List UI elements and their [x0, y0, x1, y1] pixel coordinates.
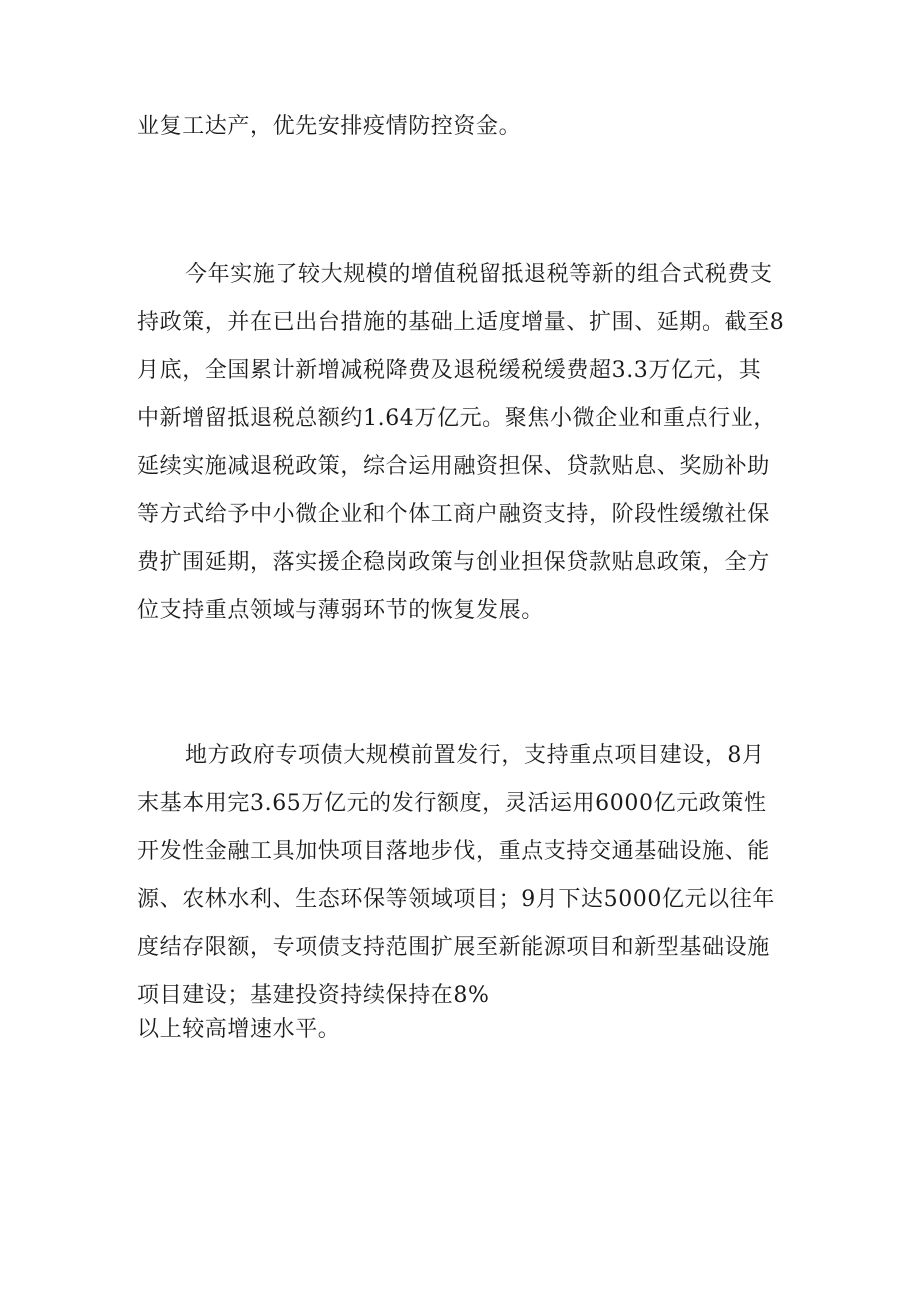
text-line: 开发性金融工具加快项目落地步伐，重点支持交通基础设施、能 [137, 839, 770, 864]
text-line: 业复工达产，优先安排疫情防控资金。 [137, 114, 522, 139]
text-line: 末基本用完3.65万亿元的发行额度，灵活运用6000亿元政策性 [137, 791, 767, 816]
text-line: 费扩围延期，落实援企稳岗政策与创业担保贷款贴息政策，全方 [137, 550, 770, 575]
text-line: 源、农林水利、生态环保等领域项目；9月下达5000亿元以往年 [137, 887, 775, 912]
text-line: 持政策，并在已出台措施的基础上适度增量、扩围、延期。截至8 [137, 310, 785, 335]
text-line: 地方政府专项债大规模前置发行，支持重点项目建设，8月 [185, 743, 765, 768]
text-line: 位支持重点领域与薄弱环节的恢复发展。 [137, 598, 544, 623]
text-line: 延续实施减退税政策，综合运用融资担保、贷款贴息、奖励补助 [137, 454, 770, 479]
text-line: 以上较高增速水平。 [137, 1017, 341, 1042]
text-line: 等方式给予中小微企业和个体工商户融资支持，阶段性缓缴社保 [137, 502, 770, 527]
text-line: 项目建设；基建投资持续保持在8% [137, 983, 490, 1008]
text-line: 中新增留抵退税总额约1.64万亿元。聚焦小微企业和重点行业， [137, 406, 776, 431]
text-line: 今年实施了较大规模的增值税留抵退税等新的组合式税费支 [185, 262, 773, 287]
text-line: 月底，全国累计新增减税降费及退税缓税缓费超3.3万亿元，其 [137, 358, 762, 383]
text-line: 度结存限额，专项债支持范围扩展至新能源项目和新型基础设施 [137, 935, 770, 960]
